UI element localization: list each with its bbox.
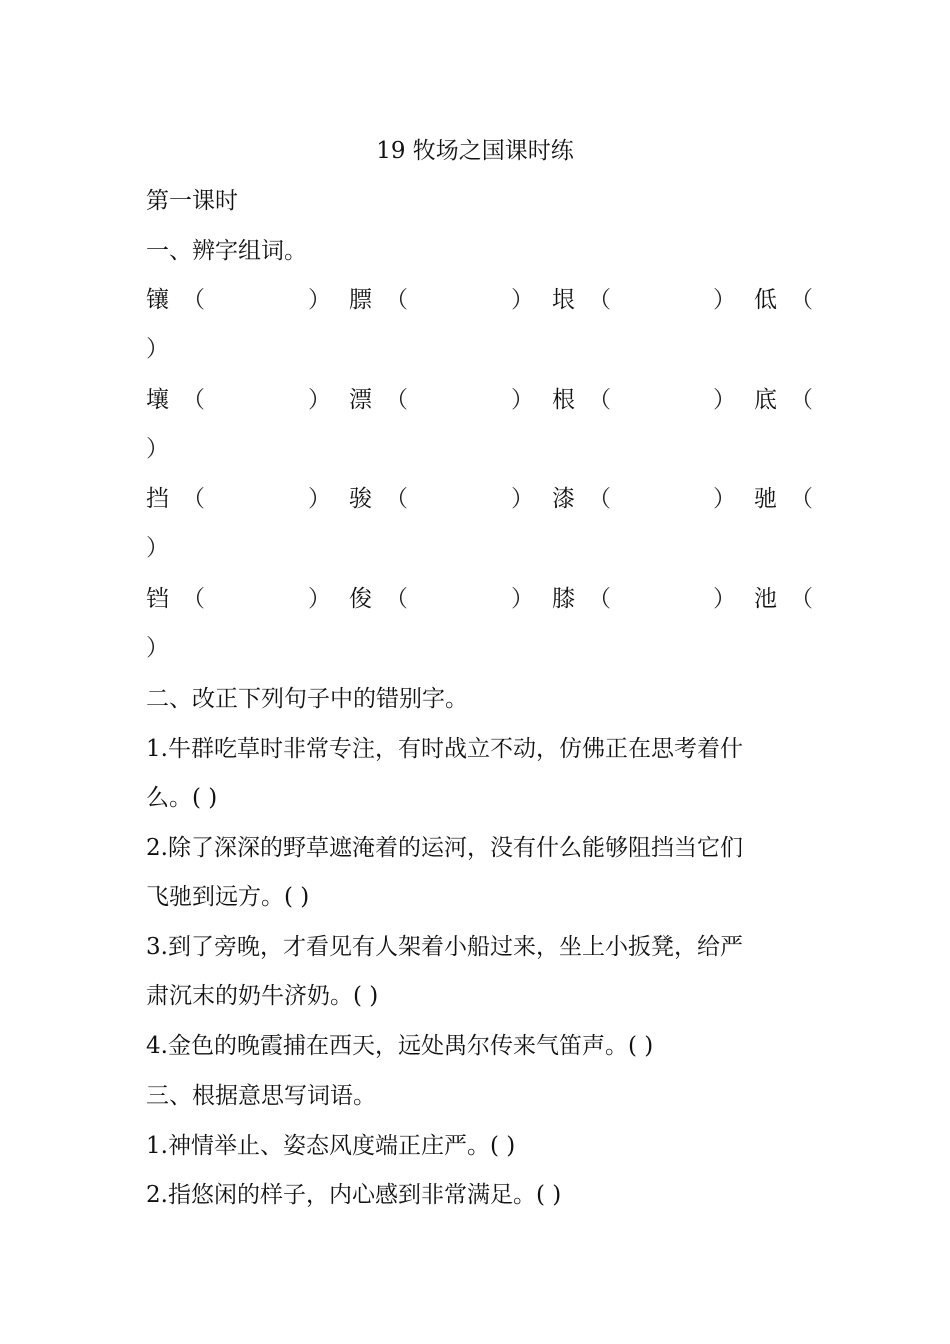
answer-blank-close: ） <box>713 586 736 612</box>
answer-blank-close: ） <box>308 287 331 313</box>
grid-char: 壤 <box>146 387 169 413</box>
answer-blank-open: （ <box>182 287 205 313</box>
question-1-line1: 1.牛群吃草时非常专注，有时战立不动，仿佛正在思考着什 <box>146 736 743 762</box>
grid-char: 池 <box>754 586 777 612</box>
answer-blank-close: ） <box>713 486 736 512</box>
grid-char: 铛 <box>146 586 169 612</box>
answer-blank-open: （ <box>588 387 611 413</box>
answer-blank-open: （ <box>385 387 408 413</box>
answer-blank-open: （ <box>588 586 611 612</box>
grid-char: 漆 <box>552 486 575 512</box>
meaning-item-1: 1.神情举止、姿态风度端正庄严。( ) <box>146 1133 516 1159</box>
question-1-line2: 么。( ) <box>146 785 218 811</box>
answer-blank-open: （ <box>588 486 611 512</box>
answer-blank-open: （ <box>385 586 408 612</box>
grid-char: 骏 <box>349 486 372 512</box>
section3-heading: 三、根据意思写词语。 <box>146 1083 376 1109</box>
question-2-line1: 2.除了深深的野草遮淹着的运河，没有什么能够阻挡当它们 <box>146 835 743 861</box>
grid-char: 膝 <box>552 586 575 612</box>
answer-blank-open: （ <box>182 586 205 612</box>
grid-char: 挡 <box>146 486 169 512</box>
section2-heading: 二、改正下列句子中的错别字。 <box>146 686 468 712</box>
answer-blank-close: ） <box>511 287 534 313</box>
answer-blank-open: （ <box>385 486 408 512</box>
answer-blank-open: （ <box>790 287 813 313</box>
page-title: 19 牧场之国课时练 <box>376 138 574 164</box>
answer-blank-close: ） <box>713 287 736 313</box>
answer-blank-close: ） <box>146 336 169 362</box>
grid-char: 低 <box>754 287 777 313</box>
answer-blank-close: ） <box>308 387 331 413</box>
question-3-line1: 3.到了旁晚，才看见有人架着小船过来，坐上小扳凳，给严 <box>146 934 743 960</box>
answer-blank-close: ） <box>146 635 169 661</box>
grid-char: 漂 <box>349 387 372 413</box>
lesson-label: 第一课时 <box>146 188 238 214</box>
grid-char: 俊 <box>349 586 372 612</box>
answer-blank-open: （ <box>182 387 205 413</box>
answer-blank-close: ） <box>146 535 169 561</box>
answer-blank-close: ） <box>511 486 534 512</box>
question-4-line1: 4.金色的晚霞捕在西天，远处禺尔传来气笛声。( ) <box>146 1033 654 1059</box>
question-3-line2: 肃沉末的奶牛济奶。( ) <box>146 983 379 1009</box>
answer-blank-open: （ <box>385 287 408 313</box>
answer-blank-close: ） <box>308 486 331 512</box>
grid-char: 根 <box>552 387 575 413</box>
question-2-line2: 飞驰到远方。( ) <box>146 884 310 910</box>
answer-blank-open: （ <box>182 486 205 512</box>
answer-blank-close: ） <box>511 586 534 612</box>
answer-blank-open: （ <box>790 486 813 512</box>
meaning-item-2: 2.指悠闲的样子，内心感到非常满足。( ) <box>146 1182 562 1208</box>
grid-char: 底 <box>754 387 777 413</box>
grid-char: 镶 <box>146 287 169 313</box>
answer-blank-close: ） <box>511 387 534 413</box>
answer-blank-close: ） <box>146 436 169 462</box>
answer-blank-close: ） <box>713 387 736 413</box>
section1-heading: 一、辨字组词。 <box>146 238 307 264</box>
answer-blank-open: （ <box>790 586 813 612</box>
grid-char: 膘 <box>349 287 372 313</box>
answer-blank-open: （ <box>588 287 611 313</box>
grid-char: 驰 <box>754 486 777 512</box>
grid-char: 垠 <box>552 287 575 313</box>
answer-blank-close: ） <box>308 586 331 612</box>
answer-blank-open: （ <box>790 387 813 413</box>
